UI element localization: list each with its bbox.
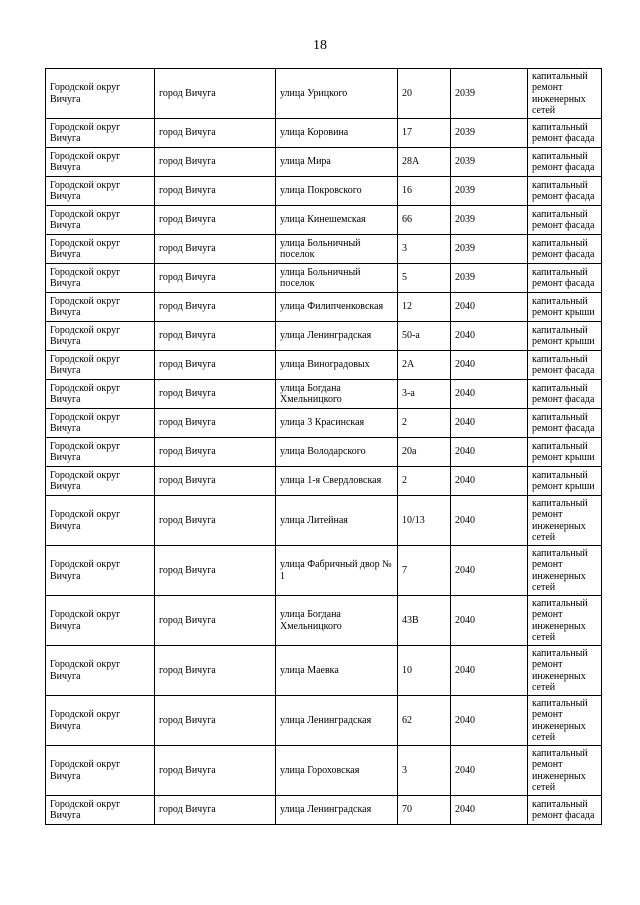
year-cell: 2039 <box>451 119 528 148</box>
table-row <box>46 293 602 322</box>
district-cell: Городской округ Вичуга <box>46 351 155 380</box>
district-cell: Городской округ Вичуга <box>46 496 155 546</box>
settlement-cell: город Вичуга <box>155 696 276 746</box>
street-cell: улица Гороховская <box>276 746 398 796</box>
street-cell: улица Ленинградская <box>276 322 398 351</box>
table-row <box>46 322 602 351</box>
work-type-cell: капитальный ремонт фасада <box>528 177 602 206</box>
street-cell: улица Ленинградская <box>276 696 398 746</box>
year-cell: 2040 <box>451 467 528 496</box>
settlement-cell: город Вичуга <box>155 148 276 177</box>
house-number-cell: 12 <box>398 293 451 322</box>
district-cell: Городской округ Вичуга <box>46 746 155 796</box>
street-cell: улица Ленинградская <box>276 796 398 825</box>
work-type-cell: капитальный ремонт инженерных сетей <box>528 696 602 746</box>
table-row <box>46 409 602 438</box>
table-row <box>46 69 602 119</box>
house-number-cell: 28А <box>398 148 451 177</box>
street-cell: улица Больничный поселок <box>276 264 398 293</box>
street-cell: улица 1-я Свердловская <box>276 467 398 496</box>
table-row <box>46 148 602 177</box>
district-cell: Городской округ Вичуга <box>46 438 155 467</box>
table-row <box>46 596 602 646</box>
settlement-cell: город Вичуга <box>155 235 276 264</box>
house-number-cell: 3-а <box>398 380 451 409</box>
street-cell: улица Мира <box>276 148 398 177</box>
year-cell: 2040 <box>451 438 528 467</box>
work-type-cell: капитальный ремонт крыши <box>528 438 602 467</box>
year-cell: 2040 <box>451 380 528 409</box>
district-cell: Городской округ Вичуга <box>46 380 155 409</box>
district-cell: Городской округ Вичуга <box>46 206 155 235</box>
table-row <box>46 467 602 496</box>
house-number-cell: 10 <box>398 646 451 696</box>
year-cell: 2040 <box>451 546 528 596</box>
house-number-cell: 70 <box>398 796 451 825</box>
work-type-cell: капитальный ремонт крыши <box>528 322 602 351</box>
year-cell: 2040 <box>451 409 528 438</box>
table-row <box>46 206 602 235</box>
work-type-cell: капитальный ремонт крыши <box>528 293 602 322</box>
settlement-cell: город Вичуга <box>155 69 276 119</box>
table-row <box>46 264 602 293</box>
settlement-cell: город Вичуга <box>155 119 276 148</box>
year-cell: 2040 <box>451 796 528 825</box>
district-cell: Городской округ Вичуга <box>46 293 155 322</box>
house-number-cell: 3 <box>398 746 451 796</box>
table-row <box>46 796 602 825</box>
year-cell: 2040 <box>451 646 528 696</box>
work-type-cell: капитальный ремонт крыши <box>528 467 602 496</box>
work-type-cell: капитальный ремонт фасада <box>528 380 602 409</box>
house-number-cell: 3 <box>398 235 451 264</box>
street-cell: улица Кинешемская <box>276 206 398 235</box>
table-row <box>46 646 602 696</box>
work-type-cell: капитальный ремонт инженерных сетей <box>528 496 602 546</box>
table-row <box>46 380 602 409</box>
settlement-cell: город Вичуга <box>155 546 276 596</box>
table-row <box>46 119 602 148</box>
table-row <box>46 696 602 746</box>
street-cell: улица Литейная <box>276 496 398 546</box>
year-cell: 2040 <box>451 596 528 646</box>
work-type-cell: капитальный ремонт инженерных сетей <box>528 746 602 796</box>
house-number-cell: 43В <box>398 596 451 646</box>
table-row <box>46 351 602 380</box>
settlement-cell: город Вичуга <box>155 438 276 467</box>
house-number-cell: 16 <box>398 177 451 206</box>
table-row <box>46 746 602 796</box>
page-number: 18 <box>313 38 327 53</box>
settlement-cell: город Вичуга <box>155 293 276 322</box>
settlement-cell: город Вичуга <box>155 264 276 293</box>
house-number-cell: 62 <box>398 696 451 746</box>
street-cell: улица Маевка <box>276 646 398 696</box>
district-cell: Городской округ Вичуга <box>46 322 155 351</box>
year-cell: 2040 <box>451 322 528 351</box>
work-type-cell: капитальный ремонт фасада <box>528 409 602 438</box>
settlement-cell: город Вичуга <box>155 380 276 409</box>
street-cell: улица Виноградовых <box>276 351 398 380</box>
district-cell: Городской округ Вичуга <box>46 119 155 148</box>
district-cell: Городской округ Вичуга <box>46 69 155 119</box>
year-cell: 2039 <box>451 148 528 177</box>
work-type-cell: капитальный ремонт фасада <box>528 206 602 235</box>
work-type-cell: капитальный ремонт фасада <box>528 264 602 293</box>
district-cell: Городской округ Вичуга <box>46 235 155 264</box>
district-cell: Городской округ Вичуга <box>46 596 155 646</box>
street-cell: улица Фабричный двор № 1 <box>276 546 398 596</box>
work-type-cell: капитальный ремонт инженерных сетей <box>528 596 602 646</box>
housing-repair-table <box>45 68 602 825</box>
table-body <box>46 69 602 825</box>
house-number-cell: 2 <box>398 467 451 496</box>
year-cell: 2039 <box>451 206 528 235</box>
house-number-cell: 20 <box>398 69 451 119</box>
district-cell: Городской округ Вичуга <box>46 409 155 438</box>
street-cell: улица Покровского <box>276 177 398 206</box>
street-cell: улица Урицкого <box>276 69 398 119</box>
house-number-cell: 2 <box>398 409 451 438</box>
table-row <box>46 177 602 206</box>
house-number-cell: 66 <box>398 206 451 235</box>
house-number-cell: 10/13 <box>398 496 451 546</box>
house-number-cell: 50-а <box>398 322 451 351</box>
street-cell: улица Богдана Хмельницкого <box>276 596 398 646</box>
work-type-cell: капитальный ремонт фасада <box>528 351 602 380</box>
district-cell: Городской округ Вичуга <box>46 796 155 825</box>
street-cell: улица Володарского <box>276 438 398 467</box>
work-type-cell: капитальный ремонт инженерных сетей <box>528 69 602 119</box>
settlement-cell: город Вичуга <box>155 409 276 438</box>
settlement-cell: город Вичуга <box>155 206 276 235</box>
year-cell: 2039 <box>451 177 528 206</box>
settlement-cell: город Вичуга <box>155 796 276 825</box>
settlement-cell: город Вичуга <box>155 322 276 351</box>
year-cell: 2040 <box>451 293 528 322</box>
house-number-cell: 7 <box>398 546 451 596</box>
district-cell: Городской округ Вичуга <box>46 546 155 596</box>
settlement-cell: город Вичуга <box>155 496 276 546</box>
year-cell: 2039 <box>451 264 528 293</box>
settlement-cell: город Вичуга <box>155 596 276 646</box>
table-row <box>46 438 602 467</box>
house-number-cell: 20а <box>398 438 451 467</box>
street-cell: улица Больничный поселок <box>276 235 398 264</box>
table-row <box>46 546 602 596</box>
settlement-cell: город Вичуга <box>155 646 276 696</box>
district-cell: Городской округ Вичуга <box>46 264 155 293</box>
district-cell: Городской округ Вичуга <box>46 646 155 696</box>
street-cell: улица Богдана Хмельницкого <box>276 380 398 409</box>
settlement-cell: город Вичуга <box>155 351 276 380</box>
year-cell: 2039 <box>451 69 528 119</box>
house-number-cell: 2А <box>398 351 451 380</box>
year-cell: 2039 <box>451 235 528 264</box>
work-type-cell: капитальный ремонт фасада <box>528 235 602 264</box>
work-type-cell: капитальный ремонт фасада <box>528 148 602 177</box>
district-cell: Городской округ Вичуга <box>46 177 155 206</box>
district-cell: Городской округ Вичуга <box>46 467 155 496</box>
district-cell: Городской округ Вичуга <box>46 148 155 177</box>
year-cell: 2040 <box>451 746 528 796</box>
work-type-cell: капитальный ремонт инженерных сетей <box>528 546 602 596</box>
work-type-cell: капитальный ремонт инженерных сетей <box>528 646 602 696</box>
year-cell: 2040 <box>451 496 528 546</box>
year-cell: 2040 <box>451 351 528 380</box>
table-row <box>46 496 602 546</box>
street-cell: улица 3 Красинская <box>276 409 398 438</box>
table-row <box>46 235 602 264</box>
street-cell: улица Коровина <box>276 119 398 148</box>
work-type-cell: капитальный ремонт фасада <box>528 796 602 825</box>
district-cell: Городской округ Вичуга <box>46 696 155 746</box>
year-cell: 2040 <box>451 696 528 746</box>
house-number-cell: 5 <box>398 264 451 293</box>
settlement-cell: город Вичуга <box>155 467 276 496</box>
settlement-cell: город Вичуга <box>155 177 276 206</box>
street-cell: улица Филипченковская <box>276 293 398 322</box>
work-type-cell: капитальный ремонт фасада <box>528 119 602 148</box>
settlement-cell: город Вичуга <box>155 746 276 796</box>
house-number-cell: 17 <box>398 119 451 148</box>
